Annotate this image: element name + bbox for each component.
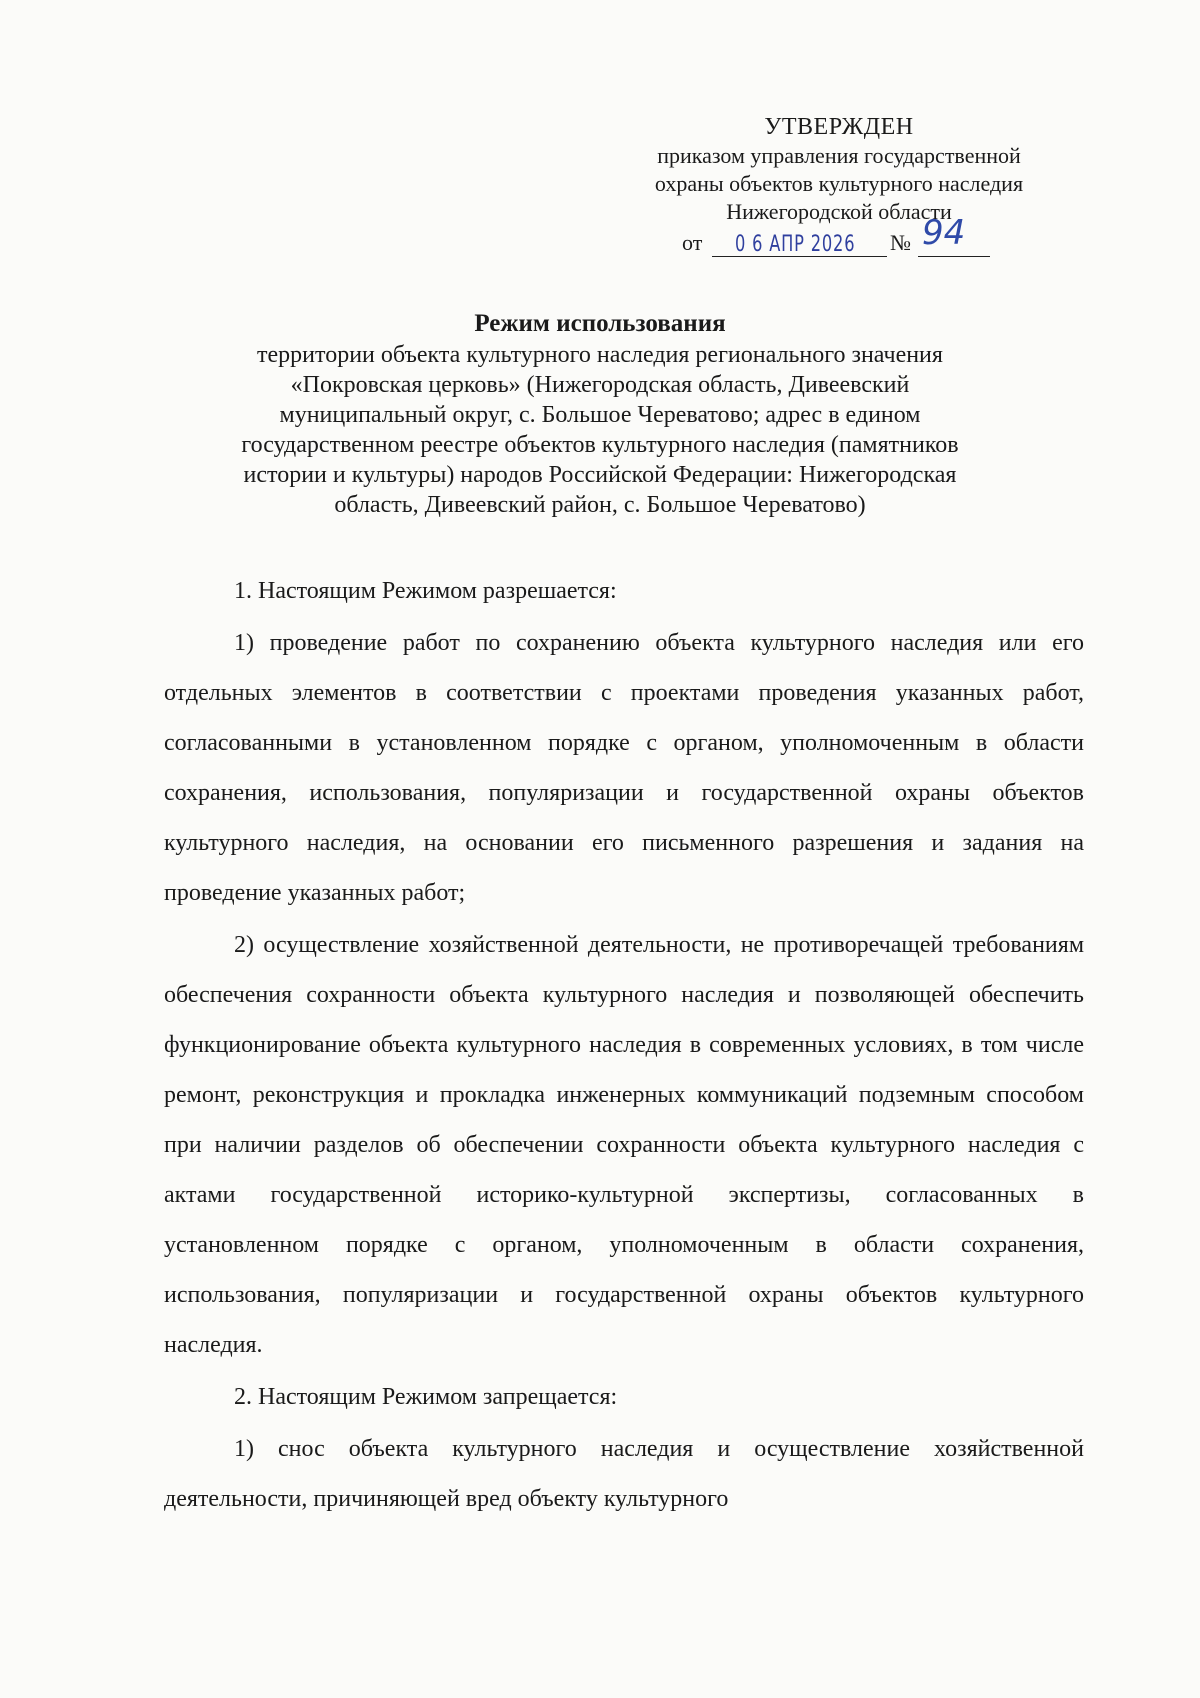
date-stamp: 0 6 АПР 2026 [735,232,856,257]
document-body [164,566,1084,1524]
section-1-item-1: 1) проведение работ по сохранению объекта культурного наследия или его отдельных элементов в соответствии с проектами проведения указанных работ, согласованными в установленном порядке с органом, уполномоченным в области сохранения, использования, популяризации и государственной охраны объектов культурного наследия, на основании его письменного разрешения и задания на проведение указанных работ; [164,630,1084,906]
title-subline-5: истории и культуры) народов Российской Федерации: Нижегородская [243,462,957,488]
title-subline-3: муниципальный округ, с. Большое Череватово; адрес в едином [279,402,921,428]
approval-heading: УТВЕРЖДЕН [764,114,914,140]
title-block [150,308,1050,520]
section-2-item-1: 1) снос объекта культурного наследия и осуществление хозяйственной деятельности, причиняющей вред объекту культурного [164,1436,1084,1512]
title-subline-6: область, Дивеевский район, с. Большое Череватово) [334,492,866,518]
section-2-heading: 2. Настоящим Режимом запрещается: [234,1384,618,1410]
section-1-item-2: 2) осуществление хозяйственной деятельности, не противоречащей требованиям обеспечения сохранности объекта культурного наследия и позволяющей обеспечить функционирование объекта культурного наследия в современных условиях, в том числе ремонт, реконструкция и прокладка инженерных коммуникаций подземным способом при наличии разделов об обеспечении сохранности объекта культурного наследия с актами государственной историко-культурной экспертизы, согласованных в установленном порядке с органом, уполномоченным в области сохранения, использования, популяризации и государственной охраны объектов культурного наследия. [164,932,1084,1358]
approval-date-row [600,213,1078,260]
document-title: Режим использования [474,310,726,337]
title-subline-2: «Покровская церковь» (Нижегородская область, Дивеевский [290,372,910,398]
handwritten-number: 94 [922,213,966,253]
title-subline-1: территории объекта культурного наследия регионального значения [257,342,943,368]
approval-block [600,112,1078,260]
date-prefix: от [682,230,703,255]
number-underline [918,256,990,257]
section-1-heading: 1. Настоящим Режимом разрешается: [234,578,617,604]
approval-line-1: приказом управления государственной [657,143,1021,168]
title-subline-4: государственном реестре объектов культурного наследия (памятников [241,432,959,458]
approval-line-2: охраны объектов культурного наследия [654,171,1024,196]
number-prefix: № [890,230,911,255]
approval-line-3: Нижегородской области [726,199,952,224]
